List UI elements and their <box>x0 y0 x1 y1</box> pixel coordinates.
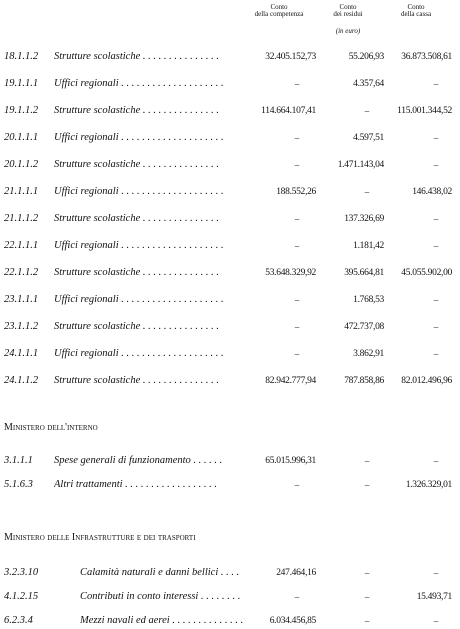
table-row <box>0 454 460 468</box>
value-competenza: – <box>294 214 299 224</box>
row-label: Strutture scolastiche . . . . . . . . . . . . . . . <box>54 375 219 386</box>
header-line: della competenza <box>254 10 304 18</box>
row-label: Uffici regionali . . . . . . . . . . . . . . . . . . . . <box>54 132 224 143</box>
row-code: 19.1.1.2 <box>4 105 39 116</box>
header-line: dei residui <box>333 10 363 18</box>
row-label: Uffici regionali . . . . . . . . . . . . . . . . . . . . <box>54 240 224 251</box>
value-competenza: – <box>294 160 299 170</box>
row-code: 24.1.1.2 <box>4 375 39 386</box>
table-row <box>0 266 460 280</box>
column-header-competenza <box>248 4 310 18</box>
value-residui: 472.737,08 <box>344 322 384 332</box>
row-code: 19.1.1.1 <box>4 78 39 89</box>
value-cassa: – <box>433 160 438 170</box>
value-cassa: – <box>433 133 438 143</box>
table-row <box>0 77 460 91</box>
value-residui: 395.664,81 <box>344 268 384 278</box>
value-residui: – <box>364 616 369 626</box>
value-competenza: – <box>294 79 299 89</box>
value-competenza: 114.664.107,41 <box>261 106 316 116</box>
value-competenza: – <box>294 592 299 602</box>
row-code: 22.1.1.1 <box>4 240 39 251</box>
value-cassa: 82.012.496,96 <box>401 376 452 386</box>
row-code: 21.1.1.2 <box>4 213 39 224</box>
value-residui: 787.858,86 <box>344 376 384 386</box>
table-row <box>0 50 460 64</box>
row-code: 22.1.1.2 <box>4 267 39 278</box>
value-cassa: – <box>433 616 438 626</box>
table-row <box>0 212 460 226</box>
value-residui: 3.862,91 <box>353 349 384 359</box>
table-row <box>0 478 460 492</box>
value-residui: – <box>364 187 369 197</box>
value-residui: 137.326,69 <box>344 214 384 224</box>
value-cassa: – <box>433 79 438 89</box>
value-competenza: 188.552,26 <box>276 187 316 197</box>
value-cassa: – <box>433 349 438 359</box>
table-row <box>0 131 460 145</box>
table-row <box>0 590 460 604</box>
table-row <box>0 320 460 334</box>
row-label: Spese generali di funzionamento . . . . . . <box>54 455 223 466</box>
header-line: Conto <box>339 3 357 11</box>
value-cassa: – <box>433 322 438 332</box>
row-code: 6.2.3.4 <box>4 615 33 626</box>
value-cassa: 115.001.344,52 <box>397 106 452 116</box>
unit-note: (in euro) <box>335 27 361 35</box>
row-label: Strutture scolastiche . . . . . . . . . . . . . . . <box>54 213 219 224</box>
value-residui: 1.471.143,04 <box>337 160 384 170</box>
table-row <box>0 239 460 253</box>
value-cassa: 36.873.508,61 <box>401 52 452 62</box>
column-header-cassa <box>390 4 442 18</box>
table-row <box>0 566 460 580</box>
row-label: Strutture scolastiche . . . . . . . . . . . . . . . <box>54 51 219 62</box>
header-line: Conto <box>407 3 425 11</box>
row-code: 23.1.1.2 <box>4 321 39 332</box>
value-residui: – <box>364 480 369 490</box>
column-header-residui <box>322 4 374 18</box>
value-competenza: 6.034.456,85 <box>269 616 316 626</box>
section-title-infrastrutture: Ministero delle Infrastrutture e dei trasporti <box>4 532 196 543</box>
row-label: Uffici regionali . . . . . . . . . . . . . . . . . . . . <box>54 78 224 89</box>
header-line: della cassa <box>400 10 432 18</box>
value-residui: 4.597,51 <box>353 133 384 143</box>
value-competenza: 65.015.996,31 <box>265 456 316 466</box>
value-competenza: 32.405.152,73 <box>265 52 316 62</box>
table-row <box>0 185 460 199</box>
row-label: Strutture scolastiche . . . . . . . . . . . . . . . <box>54 321 219 332</box>
section-title-interno: Ministero dell'interno <box>4 422 98 433</box>
row-label: Calamità naturali e danni bellici . . . . <box>80 567 240 578</box>
row-code: 20.1.1.1 <box>4 132 39 143</box>
value-competenza: – <box>294 133 299 143</box>
table-row <box>0 293 460 307</box>
value-competenza: – <box>294 349 299 359</box>
value-cassa: – <box>433 214 438 224</box>
row-label: Uffici regionali . . . . . . . . . . . . . . . . . . . . <box>54 186 224 197</box>
row-label: Strutture scolastiche . . . . . . . . . . . . . . . <box>54 105 219 116</box>
row-code: 3.2.3.10 <box>4 567 39 578</box>
row-label: Strutture scolastiche . . . . . . . . . . . . . . . <box>54 159 219 170</box>
value-competenza: – <box>294 241 299 251</box>
row-code: 21.1.1.1 <box>4 186 39 197</box>
row-code: 3.1.1.1 <box>4 455 33 466</box>
header-line: Conto <box>270 3 288 11</box>
value-residui: 1.768,53 <box>353 295 384 305</box>
value-cassa: 45.055.902,00 <box>401 268 452 278</box>
row-label: Uffici regionali . . . . . . . . . . . . . . . . . . . . <box>54 294 224 305</box>
row-label: Mezzi navali ed aerei . . . . . . . . . . . . . . <box>80 615 244 626</box>
value-competenza: – <box>294 322 299 332</box>
value-residui: 1.181,42 <box>353 241 384 251</box>
row-label: Uffici regionali . . . . . . . . . . . . . . . . . . . . <box>54 348 224 359</box>
value-competenza: – <box>294 480 299 490</box>
value-competenza: 82.942.777,94 <box>265 376 316 386</box>
value-cassa: – <box>433 295 438 305</box>
row-label: Strutture scolastiche . . . . . . . . . . . . . . . <box>54 267 219 278</box>
value-residui: – <box>364 568 369 578</box>
table-row <box>0 614 460 628</box>
row-code: 4.1.2.15 <box>4 591 39 602</box>
value-residui: – <box>364 106 369 116</box>
value-competenza: – <box>294 295 299 305</box>
value-residui: – <box>364 456 369 466</box>
row-code: 24.1.1.1 <box>4 348 39 359</box>
value-cassa: – <box>433 241 438 251</box>
row-label: Contributi in conto interessi . . . . . . . . <box>80 591 241 602</box>
value-cassa: 1.326.329,01 <box>405 480 452 490</box>
value-cassa: 15.493,71 <box>416 592 452 602</box>
value-cassa: 146.438,02 <box>412 187 452 197</box>
value-cassa: – <box>433 456 438 466</box>
value-residui: – <box>364 592 369 602</box>
row-label: Altri trattamenti . . . . . . . . . . . . . . . . . . <box>54 479 218 490</box>
table-row <box>0 374 460 388</box>
row-code: 20.1.1.2 <box>4 159 39 170</box>
row-code: 18.1.1.2 <box>4 51 39 62</box>
value-residui: 55.206,93 <box>348 52 384 62</box>
table-row <box>0 158 460 172</box>
value-competenza: 53.648.329,92 <box>265 268 316 278</box>
value-competenza: 247.464,16 <box>276 568 316 578</box>
value-residui: 4.357,64 <box>353 79 384 89</box>
table-row <box>0 104 460 118</box>
row-code: 5.1.6.3 <box>4 479 33 490</box>
row-code: 23.1.1.1 <box>4 294 39 305</box>
table-row <box>0 347 460 361</box>
value-cassa: – <box>433 568 438 578</box>
